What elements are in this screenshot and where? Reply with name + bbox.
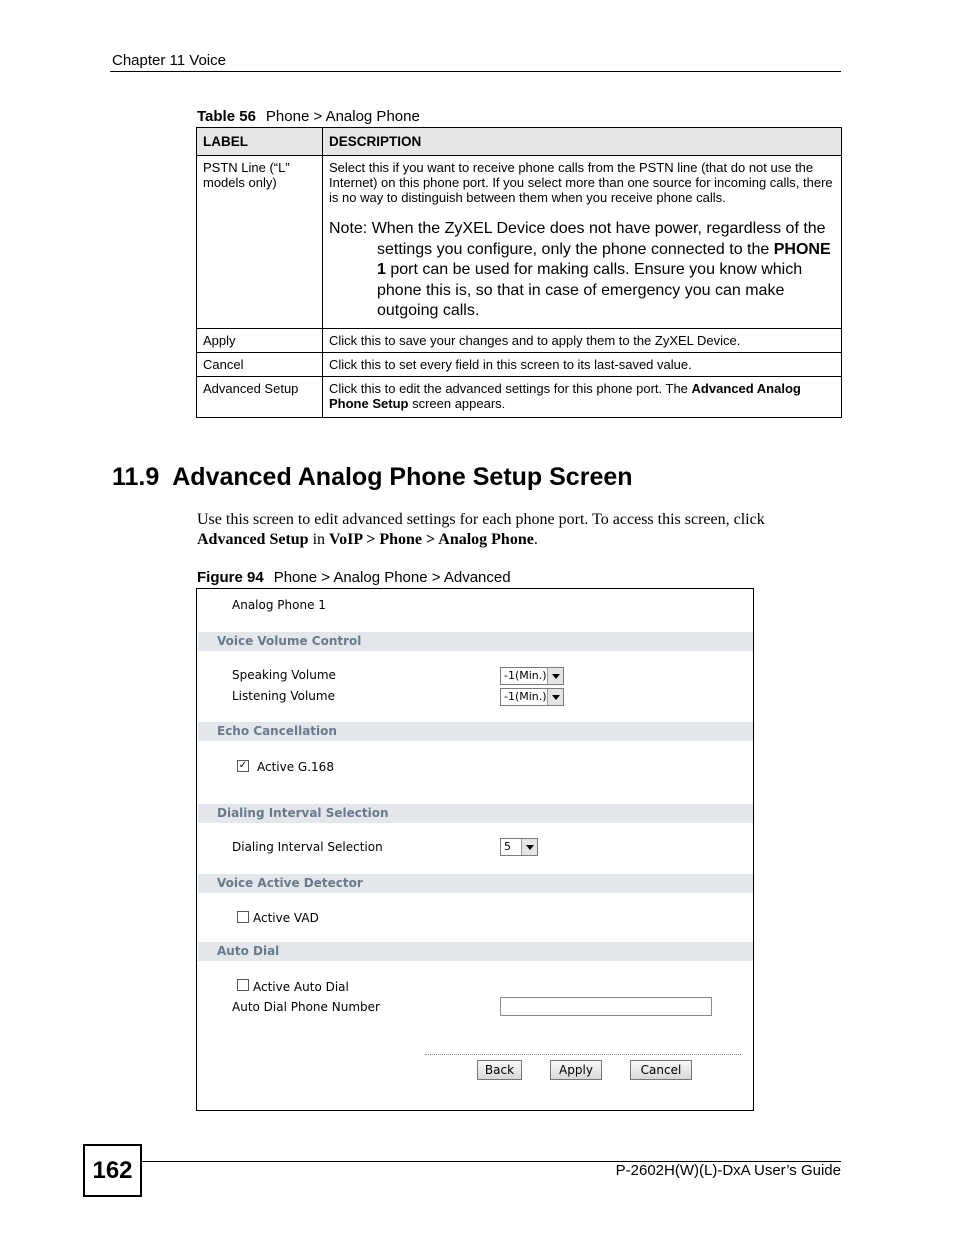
table-caption-label: Table 56 <box>197 108 256 125</box>
dialing-interval-label: Dialing Interval Selection <box>232 840 383 854</box>
speaking-volume-value: -1(Min.) <box>504 669 547 682</box>
speaking-volume-select[interactable] <box>500 667 564 685</box>
chevron-down-icon[interactable] <box>521 839 537 855</box>
echo-cancellation-header <box>198 722 753 741</box>
row-description-text: Select this if you want to receive phone calls from the PSTN line (that do not use the Internet) on this phone port. If you select more than one source for incoming calls, there is no way to distinguish between them when you receive phone calls. <box>329 160 833 205</box>
col-description-header: DESCRIPTION <box>323 128 842 156</box>
voice-active-detector-header <box>198 874 753 893</box>
row-label: Apply <box>197 328 323 352</box>
note-part: port can be used for making calls. Ensure you know which phone this is, so that in case of emergency you can make outgoing calls. <box>377 261 803 319</box>
row-label: PSTN Line (“L” models only) <box>197 156 323 329</box>
figure-caption <box>197 569 511 586</box>
screen-title: Analog Phone 1 <box>232 598 326 612</box>
chevron-down-icon[interactable] <box>547 668 563 684</box>
body-bold: VoIP > Phone > Analog Phone <box>329 531 534 548</box>
auto-dial-number-label: Auto Dial Phone Number <box>232 1000 380 1014</box>
section-body <box>197 510 837 550</box>
table-row <box>197 156 842 329</box>
checkmark-icon: ✓ <box>238 760 248 771</box>
row-description: Click this to set every field in this screen to its last-saved value. <box>323 352 842 376</box>
section-title: 11.9 Advanced Analog Phone Setup Screen <box>112 463 633 491</box>
advanced-phone-screen <box>196 588 754 1111</box>
active-auto-dial-label: Active Auto Dial <box>253 980 349 994</box>
apply-button[interactable]: Apply <box>550 1060 602 1080</box>
auto-dial-number-input[interactable] <box>500 997 712 1016</box>
dialing-interval-header <box>198 804 753 823</box>
desc-part: screen appears. <box>408 395 506 411</box>
table-row <box>197 328 842 352</box>
active-auto-dial-checkbox[interactable] <box>237 979 249 991</box>
row-label: Advanced Setup <box>197 376 323 417</box>
desc-part: Click this to edit the advanced settings for this phone port. The <box>329 380 692 396</box>
row-description <box>323 156 842 329</box>
button-divider <box>425 1054 741 1055</box>
figure-caption-label: Figure 94 <box>197 569 264 586</box>
listening-volume-label: Listening Volume <box>232 689 335 703</box>
figure-caption-text: Phone > Analog Phone > Advanced <box>273 569 511 586</box>
dialing-interval-select[interactable] <box>500 838 538 856</box>
listening-volume-value: -1(Min.) <box>504 690 547 703</box>
body-part: . <box>533 531 538 548</box>
section-header-label: Voice Active Detector <box>217 876 363 890</box>
section-header-label: Auto Dial <box>217 944 280 958</box>
dialing-interval-value: 5 <box>504 840 511 853</box>
chevron-down-icon[interactable] <box>547 689 563 705</box>
body-part: Use this screen to edit advanced settings for each phone port. To access this screen, click <box>197 511 765 528</box>
body-part: in <box>308 531 330 548</box>
chapter-header: Chapter 11 Voice <box>112 52 226 69</box>
note-bold: PHONE 1 <box>377 240 831 278</box>
active-vad-label: Active VAD <box>253 911 319 925</box>
speaking-volume-label: Speaking Volume <box>232 668 336 682</box>
back-button[interactable]: Back <box>477 1060 522 1080</box>
table-header-row <box>197 128 842 156</box>
section-header-label: Voice Volume Control <box>217 634 362 648</box>
table-row <box>197 352 842 376</box>
header-rule <box>110 71 841 72</box>
page-number: 162 <box>83 1144 142 1197</box>
note-part: Note: When the ZyXEL Device does not have power, regardless of the settings you configure, only the phone connected to the <box>329 220 826 258</box>
label-description-table <box>196 127 842 418</box>
table-row <box>197 376 842 417</box>
auto-dial-header <box>198 942 753 961</box>
row-label: Cancel <box>197 352 323 376</box>
cancel-button[interactable]: Cancel <box>630 1060 692 1080</box>
row-description <box>323 376 842 417</box>
row-description: Click this to save your changes and to apply them to the ZyXEL Device. <box>323 328 842 352</box>
listening-volume-select[interactable] <box>500 688 564 706</box>
active-g168-label: Active G.168 <box>257 760 334 774</box>
voice-volume-header <box>198 632 753 651</box>
active-g168-checkbox[interactable] <box>237 760 249 772</box>
active-vad-checkbox[interactable] <box>237 911 249 923</box>
col-label-header: LABEL <box>197 128 323 156</box>
guide-title: P-2602H(W)(L)-DxA User’s Guide <box>615 1162 841 1179</box>
table-caption-text: Phone > Analog Phone <box>265 108 420 125</box>
table-caption <box>197 108 420 125</box>
desc-bold: Advanced Analog Phone Setup <box>329 380 801 411</box>
section-header-label: Dialing Interval Selection <box>217 806 389 820</box>
note-text <box>329 219 835 324</box>
section-header-label: Echo Cancellation <box>217 724 337 738</box>
body-bold: Advanced Setup <box>197 531 309 548</box>
